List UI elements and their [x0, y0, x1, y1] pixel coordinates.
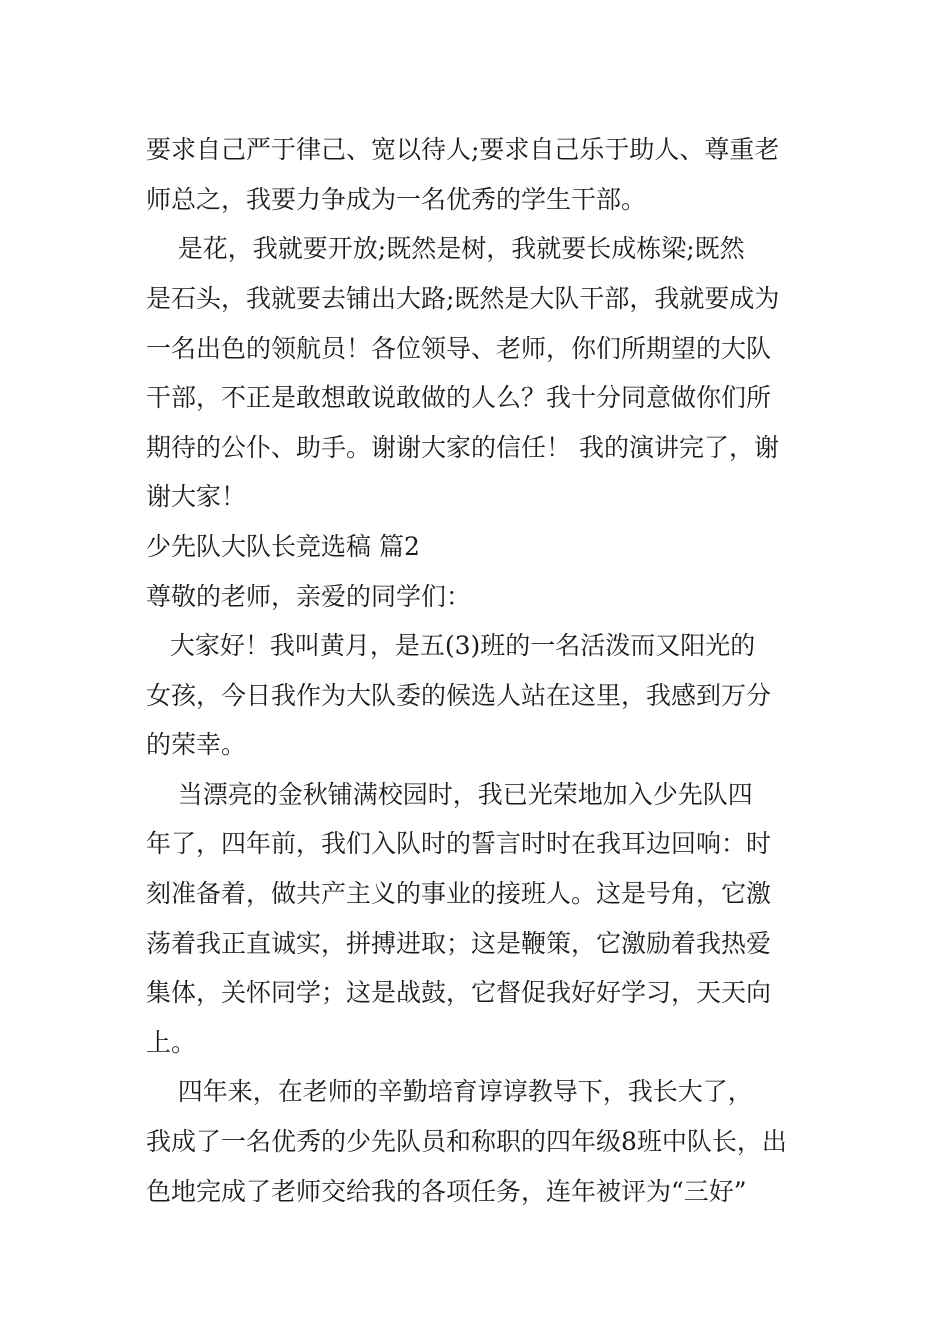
- text-line: 是石头，我就要去铺出大路;既然是大队干部，我就要成为: [146, 284, 780, 313]
- text-line: 集体，关怀同学；这是战鼓，它督促我好好学习，天天向: [146, 978, 772, 1007]
- text-line: 干部，不正是敢想敢说敢做的人么？我十分同意做你们所: [146, 383, 772, 412]
- text-line: 刻准备着，做共产主义的事业的接班人。这是号角，它激: [146, 879, 772, 908]
- text-line: 年了，四年前，我们入队时的誓言时时在我耳边回响：时: [146, 829, 772, 858]
- text-line: 是花，我就要开放;既然是树，我就要长成栋梁;既然: [146, 234, 745, 263]
- text-line: 荡着我正直诚实，拼搏进取；这是鞭策，它激励着我热爱: [146, 929, 772, 958]
- text-line: 一名出色的领航员！各位领导、老师，你们所期望的大队: [146, 334, 772, 363]
- text-line: 我成了一名优秀的少先队员和称职的四年级8班中队长，出: [146, 1127, 787, 1156]
- salutation: 尊敬的老师，亲爱的同学们：: [146, 582, 472, 611]
- text-line: 的荣幸。: [146, 730, 247, 759]
- text-line: 谢大家！: [146, 482, 247, 511]
- text-line: 大家好！我叫黄月，是五(3)班的一名活泼而又阳光的: [146, 631, 756, 660]
- text-line: 期待的公仆、助手。谢谢大家的信任！ 我的演讲完了，谢: [146, 433, 779, 462]
- text-line: 色地完成了老师交给我的各项任务，连年被评为“三好”: [146, 1177, 747, 1206]
- text-line: 要求自己严于律己、宽以待人;要求自己乐于助人、尊重老: [146, 135, 780, 164]
- section-heading: 少先队大队长竞选稿 篇2: [146, 532, 420, 561]
- text-line: 四年来，在老师的辛勤培育谆谆教导下，我长大了，: [146, 1077, 753, 1106]
- text-line: 师总之，我要力争成为一名优秀的学生干部。: [146, 185, 647, 214]
- text-line: 当漂亮的金秋铺满校园时，我已光荣地加入少先队四: [146, 780, 753, 809]
- text-line: 上。: [146, 1028, 197, 1057]
- text-line: 女孩，今日我作为大队委的候选人站在这里，我感到万分: [146, 681, 772, 710]
